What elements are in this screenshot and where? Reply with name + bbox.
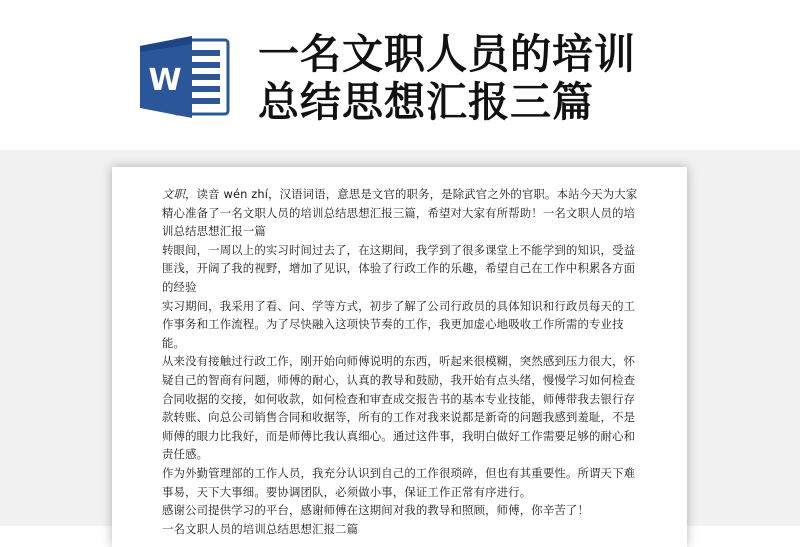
intro-term: 文职: [162, 187, 186, 201]
paragraph-1: 转眼间，一周以上的实习时间过去了，在这期间，我学到了很多课堂上不能学到的知识，受益匪浅，开阔了我的视野，增加了见识，体验了行政工作的乐趣，希望自己在工作中积累各方面的经验: [162, 242, 636, 294]
word-icon-letter: W: [148, 63, 182, 98]
header-banner: [0, 0, 800, 150]
title-line-2: 总结思想汇报三篇: [258, 78, 594, 126]
paragraph-5: 感谢公司提供学习的平台，感谢师傅在这期间对我的教导和照顾，师傅，你辛苦了！: [162, 503, 590, 518]
paragraph-4: 作为外勤管理部的工作人员，我充分认识到自己的工作很琐碎，但也有其重要性。所谓天下难事易，天下大事细。要协调团队，必须做小事，保证工作正常有序进行。: [162, 465, 636, 499]
intro-paragraph: [162, 185, 644, 241]
title-line-1: 一名文职人员的培训: [258, 30, 636, 78]
document-body: [162, 185, 644, 538]
document-page: [112, 167, 687, 547]
section-heading-2: 一名文职人员的培训总结思想汇报二篇: [162, 521, 359, 536]
paragraph-2: 实习期间，我采用了看、问、学等方式，初步了解了公司行政员的具体知识和行政员每天的工作事务和工作流程。为了尽快融入这项快节奏的工作，我更加虚心地吸收工作所需的专业技能。: [162, 298, 636, 350]
word-document-icon: [140, 34, 232, 120]
document-title: [258, 30, 778, 126]
paragraph-3: 从来没有接触过行政工作，刚开始向师傅说明的东西，听起来很模糊，突然感到压力很大，怀疑自己的智商有问题，师傅的耐心，认真的教导和鼓励，我开始有点头绪，慢慢学习如何检查合同收据的交接，如何收款，如何检查和审查成交报告书的基本专业技能，师傅带我去银行存款转账、向总公司销售合同和收据等，所有的工作对我来说都是新奇的问题我感到羞耻，不是师傅的眼力比我好，而是师傅比我认真细心。通过这件事，我明白做好工作需要足够的耐心和责任感。: [162, 354, 636, 462]
intro-text: ，读音 wén zhí，汉语词语，意思是文官的职务，是除武官之外的官职。本站今天为大家精心准备了一名文职人员的培训总结思想汇报三篇，希望对大家有所帮助！一名文职人员的培训总结思想汇报一篇: [162, 187, 638, 239]
